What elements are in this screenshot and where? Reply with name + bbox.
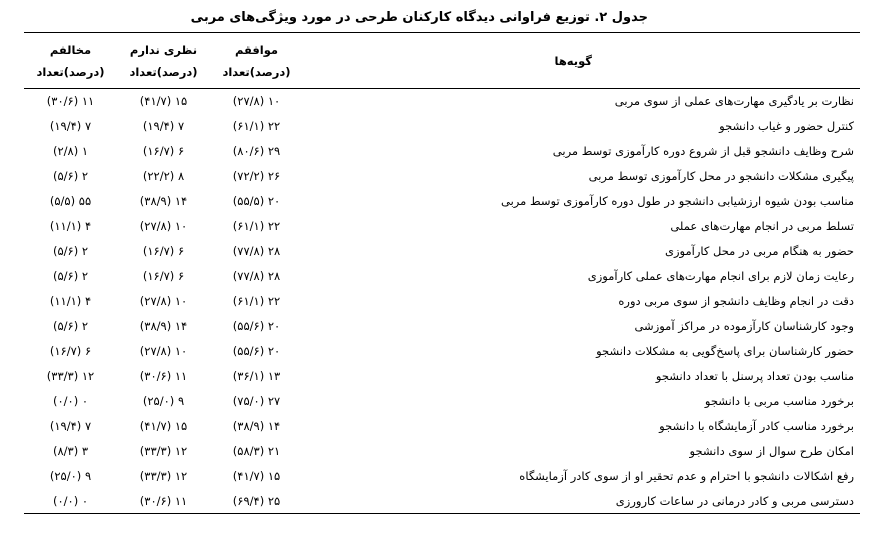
agree-cell <box>210 414 303 439</box>
neutral-cell <box>117 264 210 289</box>
agree-cell-text: ۲۲ (۶۱/۱) <box>232 219 281 233</box>
disagree-cell-text: ۲ (۵/۶) <box>52 269 89 283</box>
agree-cell-text: ۲۸ (۷۷/۸) <box>232 244 281 258</box>
neutral-cell-text: ۱۱ (۳۰/۶) <box>139 369 188 383</box>
statement-cell <box>303 389 860 414</box>
statement-cell <box>303 114 860 139</box>
agree-cell-text: ۱۵ (۴۱/۷) <box>232 469 281 483</box>
statement-cell-text: حضور کارشناسان برای پاسخ‌گویی به مشکلات دانشجو <box>596 344 854 358</box>
statement-cell <box>303 364 860 389</box>
header-agree <box>210 33 303 89</box>
agree-cell-text: ۲۲ (۶۱/۱) <box>232 119 281 133</box>
table-row <box>24 89 860 114</box>
table-row <box>24 289 860 314</box>
neutral-cell-text: ۱۰ (۲۷/۸) <box>139 219 188 233</box>
neutral-cell-text: ۱۰ (۲۷/۸) <box>139 294 188 308</box>
agree-cell <box>210 139 303 164</box>
disagree-cell <box>24 139 117 164</box>
statement-cell-text: پیگیری مشکلات دانشجو در محل کارآموزی توسط مربی <box>588 169 854 183</box>
agree-cell <box>210 339 303 364</box>
agree-cell-text: ۲۶ (۷۲/۲) <box>232 169 281 183</box>
disagree-cell <box>24 89 117 114</box>
agree-cell <box>210 289 303 314</box>
disagree-cell-text: ۲ (۵/۶) <box>52 319 89 333</box>
disagree-cell-text: ۲ (۵/۶) <box>52 169 89 183</box>
disagree-cell-text: ۷ (۱۹/۴) <box>49 119 92 133</box>
disagree-cell-text: ۵۵ (۵/۵) <box>49 194 92 208</box>
statement-cell-text: مناسب بودن شیوه ارزشیابی دانشجو در طول دوره کارآموزی توسط مربی <box>501 194 854 208</box>
statement-cell-text: وجود کارشناسان کارآزموده در مراکز آموزشی <box>634 319 854 333</box>
disagree-cell <box>24 164 117 189</box>
agree-cell <box>210 164 303 189</box>
agree-cell <box>210 489 303 514</box>
disagree-cell <box>24 114 117 139</box>
neutral-cell-text: ۱۴ (۳۸/۹) <box>139 194 188 208</box>
agree-cell <box>210 389 303 414</box>
table-row <box>24 189 860 214</box>
agree-cell <box>210 439 303 464</box>
neutral-cell <box>117 364 210 389</box>
agree-cell <box>210 89 303 114</box>
disagree-cell <box>24 189 117 214</box>
table-row <box>24 239 860 264</box>
table-row <box>24 439 860 464</box>
neutral-cell <box>117 289 210 314</box>
neutral-cell-text: ۹ (۲۵/۰) <box>142 394 185 408</box>
disagree-cell <box>24 489 117 514</box>
table-row <box>24 414 860 439</box>
header-disagree <box>24 33 117 89</box>
statement-cell-text: حضور به هنگام مربی در محل کارآموزی <box>664 244 854 258</box>
disagree-cell-text: ۱ (۲/۸) <box>52 144 89 158</box>
header-agree-title: موافقم <box>234 42 279 57</box>
statement-cell <box>303 414 860 439</box>
header-neutral <box>117 33 210 89</box>
disagree-cell <box>24 364 117 389</box>
table-row <box>24 264 860 289</box>
agree-cell-text: ۲۱ (۵۸/۳) <box>232 444 281 458</box>
disagree-cell <box>24 214 117 239</box>
agree-cell-text: ۱۰ (۲۷/۸) <box>232 94 281 109</box>
disagree-cell-text: ۴ (۱۱/۱) <box>49 219 92 233</box>
statement-cell <box>303 214 860 239</box>
statement-cell <box>303 289 860 314</box>
neutral-cell-text: ۱۵ (۴۱/۷) <box>139 94 188 109</box>
statement-cell <box>303 489 860 514</box>
neutral-cell <box>117 389 210 414</box>
neutral-cell <box>117 414 210 439</box>
statement-cell <box>303 264 860 289</box>
statement-cell <box>303 89 860 114</box>
table-row <box>24 314 860 339</box>
disagree-cell-text: ۶ (۱۶/۷) <box>49 344 92 358</box>
neutral-cell-text: ۱۲ (۳۳/۳) <box>139 469 188 483</box>
neutral-cell <box>117 114 210 139</box>
header-row <box>24 33 860 89</box>
neutral-cell-text: ۱۱ (۳۰/۶) <box>139 493 188 508</box>
header-disagree-title: مخالفم <box>49 42 92 57</box>
table-header <box>24 33 860 89</box>
neutral-cell-text: ۱۰ (۲۷/۸) <box>139 344 188 358</box>
neutral-cell <box>117 189 210 214</box>
table-row <box>24 164 860 189</box>
statement-cell <box>303 239 860 264</box>
statement-cell-text: دقت در انجام وظایف دانشجو از سوی مربی دوره <box>618 294 854 308</box>
statement-cell <box>303 314 860 339</box>
statement-cell-text: مناسب بودن تعداد پرسنل با تعداد دانشجو <box>655 369 854 383</box>
neutral-cell-text: ۱۴ (۳۸/۹) <box>139 319 188 333</box>
neutral-cell <box>117 214 210 239</box>
statement-cell-text: تسلط مربی در انجام مهارت‌های عملی <box>670 219 854 233</box>
table-row <box>24 339 860 364</box>
neutral-cell-text: ۷ (۱۹/۴) <box>142 119 185 133</box>
statement-cell-text: برخورد مناسب کادر آزمایشگاه با دانشجو <box>659 419 854 433</box>
header-agree-sub: (درصد)تعداد <box>222 64 291 79</box>
statement-cell-text: رعایت زمان لازم برای انجام مهارت‌های عملی کارآموزی <box>587 269 854 283</box>
agree-cell-text: ۲۹ (۸۰/۶) <box>232 144 281 158</box>
agree-cell-text: ۱۳ (۳۶/۱) <box>232 369 281 383</box>
statement-cell <box>303 164 860 189</box>
table-row <box>24 364 860 389</box>
table-row <box>24 214 860 239</box>
statement-cell <box>303 189 860 214</box>
table-row <box>24 389 860 414</box>
statement-cell-text: برخورد مناسب مربی با دانشجو <box>704 394 854 408</box>
disagree-cell-text: ۹ (۲۵/۰) <box>49 469 92 483</box>
disagree-cell <box>24 339 117 364</box>
disagree-cell-text: ۰ (۰/۰) <box>52 394 89 408</box>
neutral-cell-text: ۱۲ (۳۳/۳) <box>139 444 188 458</box>
agree-cell-text: ۱۴ (۳۸/۹) <box>232 419 281 433</box>
statement-cell-text: نظارت بر یادگیری مهارت‌های عملی از سوی مربی <box>614 94 854 109</box>
header-neutral-title: نظری ندارم <box>129 42 198 57</box>
header-statements: گویه‌ها <box>554 53 592 68</box>
agree-cell-text: ۲۰ (۵۵/۶) <box>232 319 281 333</box>
disagree-cell-text: ۱۱ (۳۰/۶) <box>46 94 95 109</box>
agree-cell <box>210 239 303 264</box>
neutral-cell <box>117 89 210 114</box>
disagree-cell <box>24 264 117 289</box>
agree-cell-text: ۲۰ (۵۵/۶) <box>232 344 281 358</box>
neutral-cell <box>117 239 210 264</box>
agree-cell <box>210 264 303 289</box>
agree-cell-text: ۲۵ (۶۹/۴) <box>232 493 281 508</box>
statement-cell-text: کنترل حضور و غیاب دانشجو <box>719 119 854 133</box>
disagree-cell-text: ۱۲ (۳۳/۳) <box>46 369 95 383</box>
disagree-cell <box>24 389 117 414</box>
table-row <box>24 464 860 489</box>
disagree-cell <box>24 464 117 489</box>
disagree-cell-text: ۲ (۵/۶) <box>52 244 89 258</box>
table-caption: جدول ۲. توزیع فراوانی دیدگاه کارکنان طرحی در مورد ویژگی‌های مربی <box>190 10 648 25</box>
disagree-cell-text: ۰ (۰/۰) <box>52 493 89 508</box>
agree-cell <box>210 364 303 389</box>
table-row <box>24 489 860 514</box>
agree-cell-text: ۲۸ (۷۷/۸) <box>232 269 281 283</box>
statement-cell-text: دسترسی مربی و کادر درمانی در ساعات کارورزی <box>615 493 854 508</box>
disagree-cell-text: ۴ (۱۱/۱) <box>49 294 92 308</box>
neutral-cell <box>117 314 210 339</box>
statement-cell-text: امکان طرح سوال از سوی دانشجو <box>689 444 854 458</box>
neutral-cell <box>117 164 210 189</box>
statement-cell-text: شرح وظایف دانشجو قبل از شروع دوره کارآموزی توسط مربی <box>552 144 854 158</box>
neutral-cell <box>117 464 210 489</box>
table-body <box>24 89 860 514</box>
neutral-cell-text: ۸ (۲۲/۲) <box>142 169 185 183</box>
agree-cell <box>210 189 303 214</box>
frequency-table <box>24 32 860 514</box>
agree-cell-text: ۲۲ (۶۱/۱) <box>232 294 281 308</box>
disagree-cell-text: ۷ (۱۹/۴) <box>49 419 92 433</box>
neutral-cell-text: ۶ (۱۶/۷) <box>142 244 185 258</box>
statement-cell-text: رفع اشکالات دانشجو با احترام و عدم تحقیر او از سوی کادر آزمایشگاه <box>519 469 854 483</box>
statement-cell <box>303 139 860 164</box>
neutral-cell <box>117 489 210 514</box>
neutral-cell-text: ۶ (۱۶/۷) <box>142 144 185 158</box>
statement-cell <box>303 339 860 364</box>
agree-cell <box>210 314 303 339</box>
disagree-cell <box>24 439 117 464</box>
agree-cell <box>210 464 303 489</box>
statement-cell <box>303 439 860 464</box>
agree-cell-text: ۲۰ (۵۵/۵) <box>232 194 281 208</box>
agree-cell <box>210 114 303 139</box>
disagree-cell <box>24 289 117 314</box>
disagree-cell <box>24 414 117 439</box>
statement-cell <box>303 464 860 489</box>
agree-cell <box>210 214 303 239</box>
disagree-cell-text: ۳ (۸/۳) <box>52 444 89 458</box>
neutral-cell <box>117 439 210 464</box>
table-row <box>24 139 860 164</box>
neutral-cell <box>117 139 210 164</box>
neutral-cell <box>117 339 210 364</box>
neutral-cell-text: ۶ (۱۶/۷) <box>142 269 185 283</box>
disagree-cell <box>24 239 117 264</box>
agree-cell-text: ۲۷ (۷۵/۰) <box>232 394 281 408</box>
disagree-cell <box>24 314 117 339</box>
table-row <box>24 114 860 139</box>
header-neutral-sub: (درصد)تعداد <box>129 64 198 79</box>
header-disagree-sub: (درصد)تعداد <box>36 64 105 79</box>
neutral-cell-text: ۱۵ (۴۱/۷) <box>139 419 188 433</box>
